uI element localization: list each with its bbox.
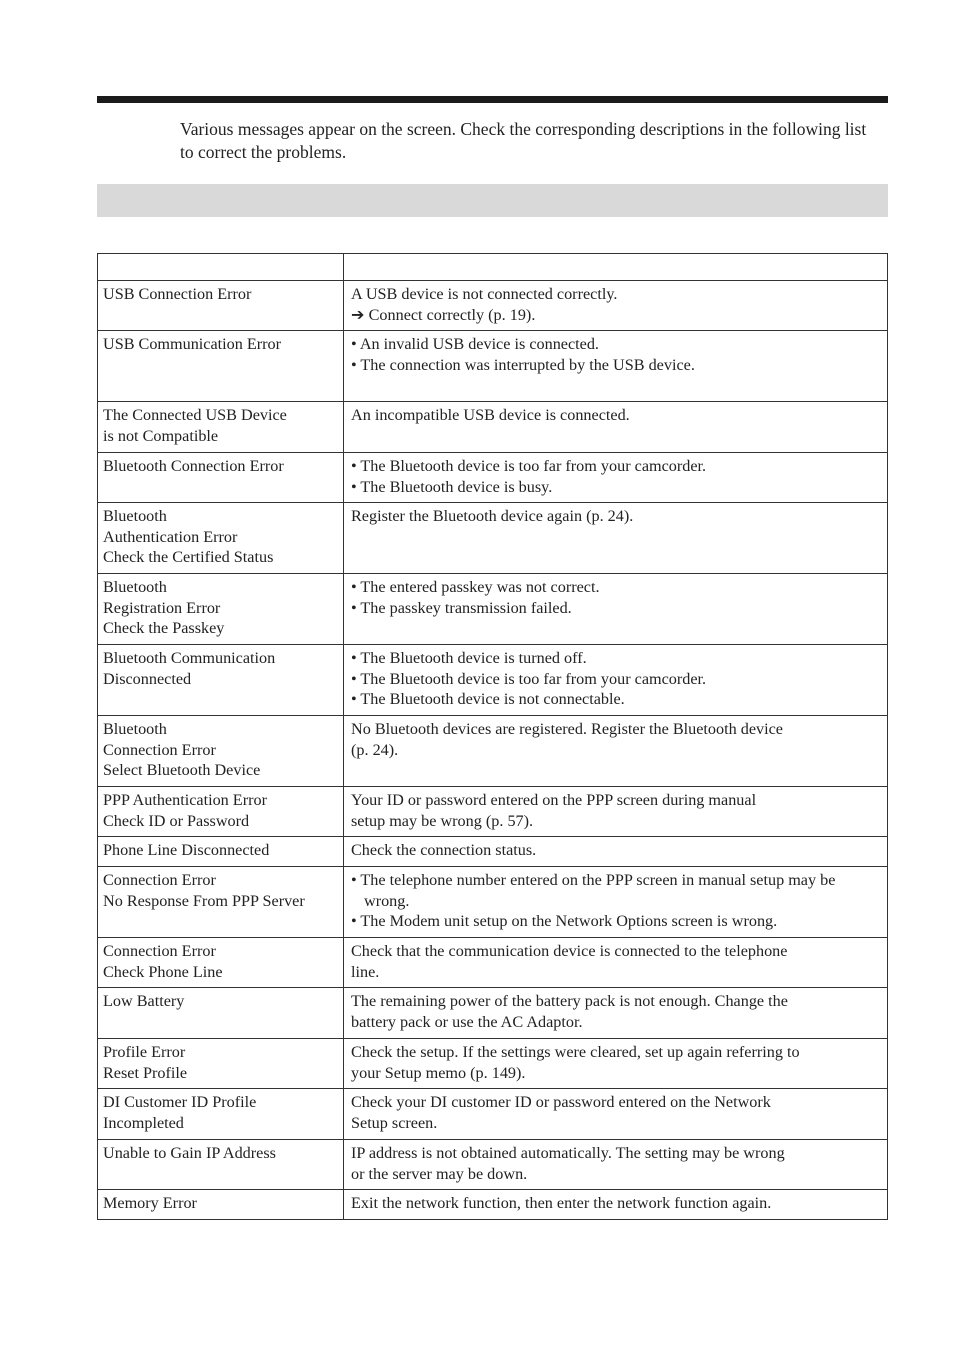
table-row xyxy=(98,281,888,331)
description-cell xyxy=(344,402,888,453)
message-line: Connection Error xyxy=(103,871,216,889)
description-line: Exit the network function, then enter the network function again. xyxy=(351,1194,772,1212)
description-cell xyxy=(344,503,888,574)
message-line: Check the Passkey xyxy=(103,619,225,637)
description-line: (p. 24). xyxy=(351,740,399,759)
description-cell xyxy=(344,281,888,331)
description-cell xyxy=(344,1140,888,1190)
table-row xyxy=(98,331,888,402)
intro-paragraph: Various messages appear on the screen. Check the corresponding descriptions in the following list to correct the problems. xyxy=(180,119,867,162)
description-line: No Bluetooth devices are registered. Register the Bluetooth device xyxy=(351,720,783,738)
message-line: Low Battery xyxy=(103,992,185,1010)
message-line: Registration Error xyxy=(103,598,221,617)
message-line: Check ID or Password xyxy=(103,811,250,830)
description-line: Check the connection status. xyxy=(351,841,537,859)
description-line: setup may be wrong (p. 57). xyxy=(351,811,534,830)
message-line: Bluetooth xyxy=(103,578,167,596)
message-line: Reset Profile xyxy=(103,1063,188,1082)
description-cell xyxy=(344,988,888,1039)
message-line: Authentication Error xyxy=(103,527,238,546)
table-row xyxy=(98,1089,888,1140)
message-line: Check the Certified Status xyxy=(103,548,274,566)
description-line: An incompatible USB device is connected. xyxy=(351,406,630,424)
message-line: Profile Error xyxy=(103,1043,186,1061)
table-row xyxy=(98,787,888,837)
description-line: Register the Bluetooth device again (p. 24). xyxy=(351,507,634,525)
description-bullet: • The Modem unit setup on the Network Options screen is wrong. xyxy=(351,912,778,930)
message-line: Bluetooth Connection Error xyxy=(103,457,284,475)
message-line: is not Compatible xyxy=(103,426,219,445)
message-line: PPP Authentication Error xyxy=(103,791,267,809)
table-row xyxy=(98,938,888,988)
description-bullet: • The Bluetooth device is not connectable. xyxy=(351,690,625,708)
message-line: USB Communication Error xyxy=(103,335,282,353)
message-cell xyxy=(98,716,344,787)
table-row xyxy=(98,716,888,787)
description-cell xyxy=(344,331,888,402)
message-cell xyxy=(98,837,344,867)
description-line: or the server may be down. xyxy=(351,1164,528,1183)
table-header-row xyxy=(98,254,888,281)
message-line: Bluetooth xyxy=(103,507,167,525)
message-line: Unable to Gain IP Address xyxy=(103,1144,276,1162)
message-cell xyxy=(98,1089,344,1140)
description-bullet: • The Bluetooth device is busy. xyxy=(351,477,553,496)
message-cell xyxy=(98,453,344,503)
message-line: Bluetooth xyxy=(103,720,167,738)
description-cell xyxy=(344,574,888,645)
message-line: No Response From PPP Server xyxy=(103,891,305,910)
table-row xyxy=(98,1140,888,1190)
description-line: your Setup memo (p. 149). xyxy=(351,1063,526,1082)
message-cell xyxy=(98,503,344,574)
table-row xyxy=(98,574,888,645)
message-line: USB Connection Error xyxy=(103,285,252,303)
description-line: Check your DI customer ID or password entered on the Network xyxy=(351,1093,771,1111)
table-row xyxy=(98,402,888,453)
description-bullet: • The telephone number entered on the PPP screen in manual setup may be wrong. xyxy=(351,871,836,910)
description-cell xyxy=(344,1089,888,1140)
message-line: Incompleted xyxy=(103,1113,184,1132)
table-row xyxy=(98,645,888,716)
table-row xyxy=(98,453,888,503)
description-cell xyxy=(344,938,888,988)
table-row xyxy=(98,837,888,867)
message-cell xyxy=(98,938,344,988)
description-line: A USB device is not connected correctly. xyxy=(351,285,618,303)
header-cell-description xyxy=(344,254,888,281)
section-band xyxy=(97,184,888,217)
description-cell xyxy=(344,1190,888,1220)
description-line: ➔ Connect correctly (p. 19). xyxy=(351,305,536,324)
description-line: battery pack or use the AC Adaptor. xyxy=(351,1012,583,1031)
description-bullet: • The Bluetooth device is turned off. xyxy=(351,649,587,667)
table-row xyxy=(98,1039,888,1089)
description-cell xyxy=(344,837,888,867)
description-cell xyxy=(344,716,888,787)
description-cell xyxy=(344,453,888,503)
message-cell xyxy=(98,402,344,453)
description-line: Check the setup. If the settings were cleared, set up again referring to xyxy=(351,1043,800,1061)
description-bullet: • The Bluetooth device is too far from your camcorder. xyxy=(351,669,707,688)
description-line: The remaining power of the battery pack is not enough. Change the xyxy=(351,992,788,1010)
message-cell xyxy=(98,1039,344,1089)
description-line: line. xyxy=(351,962,380,981)
description-bullet: • The passkey transmission failed. xyxy=(351,598,572,617)
message-cell xyxy=(98,867,344,938)
message-line: Connection Error xyxy=(103,942,216,960)
message-cell xyxy=(98,787,344,837)
top-rule xyxy=(97,96,888,103)
table-row xyxy=(98,1190,888,1220)
message-cell xyxy=(98,1140,344,1190)
message-table xyxy=(97,253,888,1220)
description-cell xyxy=(344,867,888,938)
message-cell xyxy=(98,574,344,645)
description-line: IP address is not obtained automatically. The setting may be wrong xyxy=(351,1144,785,1162)
table-row xyxy=(98,867,888,938)
description-bullet: • An invalid USB device is connected. xyxy=(351,335,599,353)
description-cell xyxy=(344,645,888,716)
message-cell xyxy=(98,331,344,402)
message-line: Select Bluetooth Device xyxy=(103,761,261,779)
description-cell xyxy=(344,1039,888,1089)
message-line: The Connected USB Device xyxy=(103,406,287,424)
message-cell xyxy=(98,281,344,331)
message-line: Connection Error xyxy=(103,740,216,759)
message-cell xyxy=(98,645,344,716)
message-line: Phone Line Disconnected xyxy=(103,841,270,859)
message-line: Memory Error xyxy=(103,1194,197,1212)
description-bullet: • The Bluetooth device is too far from your camcorder. xyxy=(351,457,707,475)
message-line: Check Phone Line xyxy=(103,962,223,981)
description-line: Check that the communication device is connected to the telephone xyxy=(351,942,788,960)
description-line: Your ID or password entered on the PPP screen during manual xyxy=(351,791,757,809)
description-bullet: • The connection was interrupted by the USB device. xyxy=(351,355,695,374)
message-cell xyxy=(98,1190,344,1220)
header-cell-message xyxy=(98,254,344,281)
message-line: DI Customer ID Profile xyxy=(103,1093,257,1111)
table-row xyxy=(98,988,888,1039)
message-line: Disconnected xyxy=(103,669,192,688)
table-row xyxy=(98,503,888,574)
description-line: Setup screen. xyxy=(351,1113,438,1132)
description-cell xyxy=(344,787,888,837)
description-bullet: • The entered passkey was not correct. xyxy=(351,578,600,596)
message-cell xyxy=(98,988,344,1039)
message-line: Bluetooth Communication xyxy=(103,649,276,667)
